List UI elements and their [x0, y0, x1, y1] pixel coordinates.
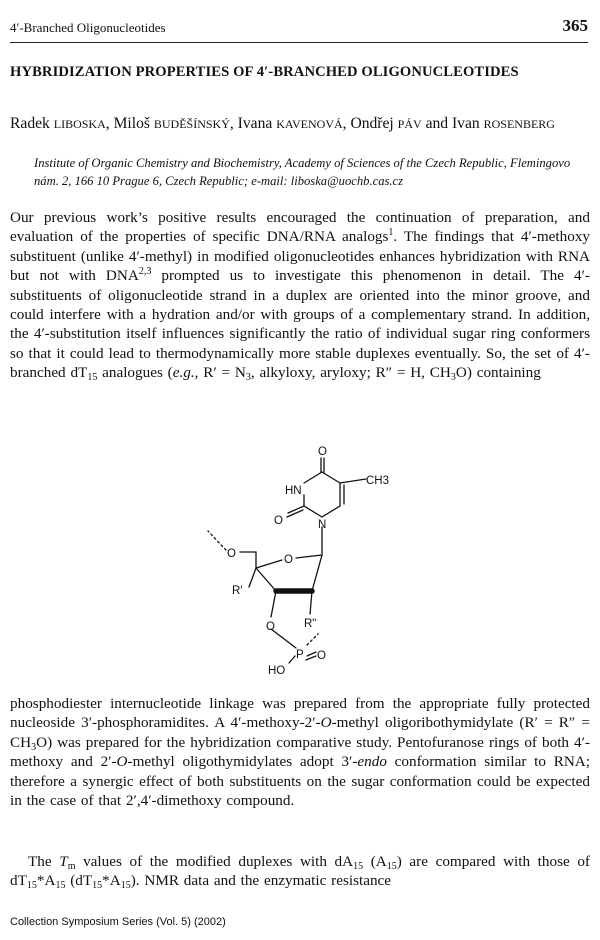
- subscript-text: 15: [353, 861, 364, 872]
- subscript-text: 3: [245, 372, 251, 384]
- italic-text: e.g.: [172, 364, 195, 382]
- italic-text: endo: [357, 753, 387, 771]
- affiliation: Institute of Organic Chemistry and Biochemistry, Academy of Sciences of the Czech Republic, Flemingovo nám. 2, 166 10 Prague 6, Czech Republic; e-mail: liboska@uochb.cas.cz: [34, 156, 571, 188]
- nucleotide-structure-figure: [190, 434, 390, 686]
- subscript-text: 3: [450, 372, 456, 384]
- atom-o-furanose: O: [284, 554, 293, 566]
- atom-ch3: CH3: [366, 475, 390, 487]
- running-header: [10, 16, 588, 43]
- atom-n-ring: N: [318, 519, 327, 531]
- supscript-text: 2,3: [138, 266, 152, 278]
- author-1: Radek LIBOSKA,: [10, 115, 114, 132]
- author-4: Ondřej PÁV: [350, 115, 422, 132]
- paragraph-1: Our previous work’s positive results encouraged the continuation of preparation, and evaluation of the properties of specific DNA/RNA analogs$^1$. The findings that 4′-methoxy substituent (unlike 4′-methyl) in modified oligonucleotides enhances hybridization with RNA but not with DNA$^{2,3}$ prompted us to investigate this phenomenon in detail. The 4′-substituents of oligonucleotide strand in a duplex are oriented into the minor groove, and could interfere with a hydration and/or with groups of a complementary strand. In addition, the 4′-substitution itself influences significantly the ratio of individual sugar ring conformers so that it could lead to thermodynamically more stable duplexes eventually. So, the set of 4′-branched $dT_{15}$ analogues (e.g., $R' = N_3$, alkyloxy, aryloxy; R″ = H, $CH_3O$) containing: [10, 209, 591, 384]
- supscript-text: 1: [388, 227, 394, 239]
- subscript-text: 15: [55, 880, 66, 892]
- label-r-prime: R′: [232, 585, 243, 597]
- italic-text: O: [116, 753, 128, 771]
- article-title: HYBRIDIZATION PROPERTIES OF 4′-BRANCHED OLIGONUCLEOTIDES: [10, 64, 519, 80]
- subscript-text: 15: [87, 372, 98, 384]
- author-3: Ivana KAVENOVÁ,: [237, 115, 351, 132]
- atom-o-double-bond: O: [317, 650, 326, 662]
- author-5: and Ivan ROSENBERG: [425, 115, 555, 132]
- atom-o-carbonyl-top: O: [318, 446, 327, 458]
- italic-text: O: [320, 714, 332, 732]
- paragraph-3: The $T_m$ values of the modified duplexes with $dA_{15}$ $(A_{15})$ are compared with those of $dT_{15}*A_{15}$ $(dT_{15}*A_{15})$. NMR data and the enzymatic resistance: [10, 853, 590, 892]
- atom-o3: O: [266, 621, 275, 633]
- author-2: Miloš BUDĚŠÍNSKÝ,: [113, 115, 238, 132]
- chemical-structure-diagram: [190, 434, 390, 686]
- atom-hn: HN: [285, 485, 302, 497]
- series-footer: Collection Symposium Series (Vol. 5) (2002): [10, 916, 226, 928]
- subscript-text: m: [67, 861, 76, 872]
- atom-phosphorus: P: [296, 649, 304, 661]
- paragraph-2: phosphodiester internucleotide linkage was prepared from the appropriate fully protected nucleoside 3′-phosphoramidites. A 4′-methoxy-2′-O-methyl oligoribothymidylate $(R' = R'' = CH_3O)$ was prepared for the hybridization comparative study. Pentofuranose rings of both 4′-methoxy and 2′-O-methyl oligothymidylates adopt 3′-endo conformation similar to RNA; therefore a synergic effect of both substituents on the sugar conformation could be expected in the case of that 2′,4′-dimethoxy compound.: [10, 695, 590, 810]
- running-title: 4′-Branched Oligonucleotides: [10, 20, 166, 35]
- page-number: 365: [562, 16, 588, 35]
- atom-ho: HO: [268, 665, 286, 677]
- author-list: [10, 114, 570, 134]
- subscript-text: 15: [26, 880, 37, 892]
- subscript-text: 15: [120, 880, 131, 892]
- subscript-text: 3: [31, 741, 37, 753]
- italic-text: T: [59, 853, 68, 870]
- atom-o-carbonyl-left: O: [274, 515, 283, 527]
- subscript-text: 15: [386, 861, 397, 872]
- atom-o5: O: [227, 548, 236, 560]
- subscript-text: 15: [92, 880, 103, 892]
- label-r-double-prime: R": [304, 618, 317, 630]
